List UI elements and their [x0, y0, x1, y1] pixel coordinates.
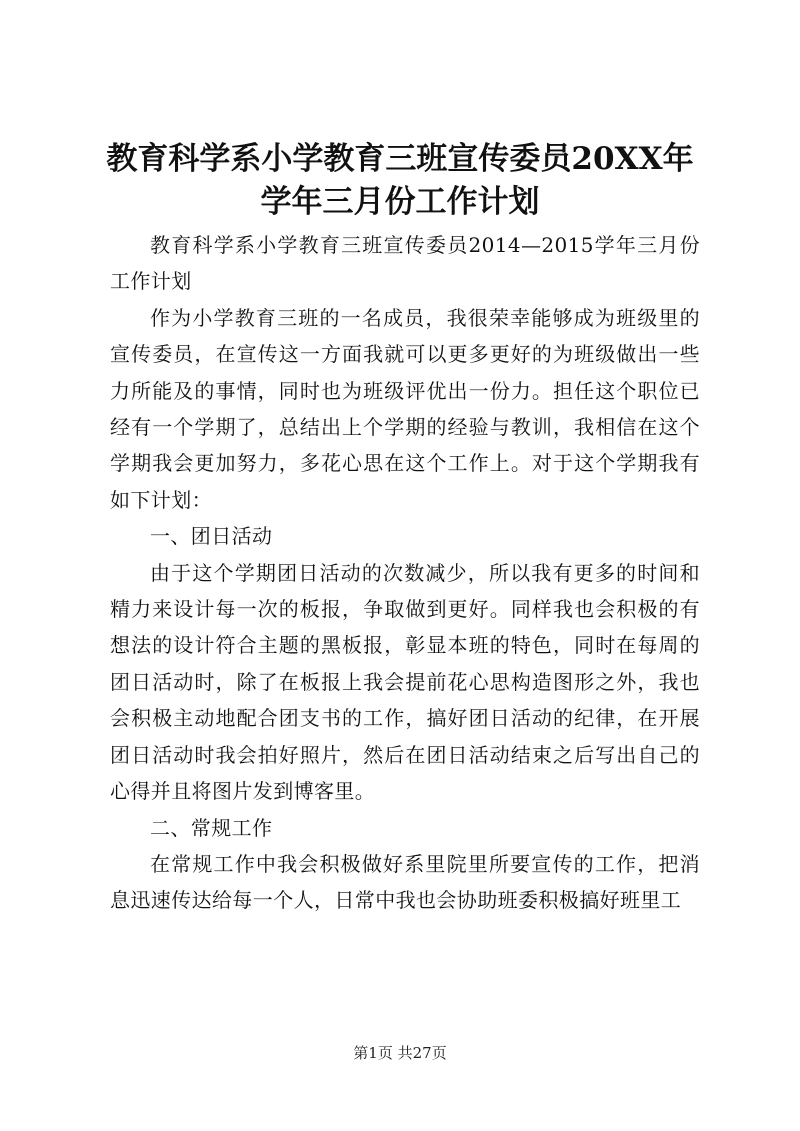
document-body	[110, 227, 700, 919]
section-heading-routine: 二、常规工作	[150, 815, 273, 840]
page-footer: 第1页 共27页	[353, 1044, 447, 1062]
paragraph-intro: 作为小学教育三班的一名成员，我很荣幸能够成为班级里的宣传委员，在宣传这一方面我就可以更多更好的为班级做出一些力所能及的事情，同时也为班级评优出一份力。担任这个职位已经有一个学期了，总结出上个学期的经验与教训，我相信在这个学期我会更加努力，多花心思在这个工作上。对于这个学期我有如下计划：	[110, 305, 700, 512]
paragraph-activities: 由于这个学期团日活动的次数减少，所以我有更多的时间和精力来设计每一次的板报，争取做到更好。同样我也会积极的有想法的设计符合主题的黑板报，彰显本班的特色，同时在每周的团日活动时，除了在板报上我会提前花心思构造图形之外，我也会积极主动地配合团支书的工作，搞好团日活动的纪律，在开展团日活动时我会拍好照片，然后在团日活动结束之后写出自己的心得并且将图片发到博客里。	[110, 560, 700, 804]
section-heading-activities: 一、团日活动	[150, 524, 273, 549]
paragraph-subtitle: 教育科学系小学教育三班宣传委员2014—2015学年三月份工作计划	[110, 233, 700, 294]
paragraph-routine: 在常规工作中我会积极做好系里院里所要宣传的工作，把消息迅速传达给每一个人，日常中我也会协助班委积极搞好班里工	[110, 851, 700, 913]
document-title: 教育科学系小学教育三班宣传委员20XX年学年三月份工作计划	[106, 141, 694, 220]
